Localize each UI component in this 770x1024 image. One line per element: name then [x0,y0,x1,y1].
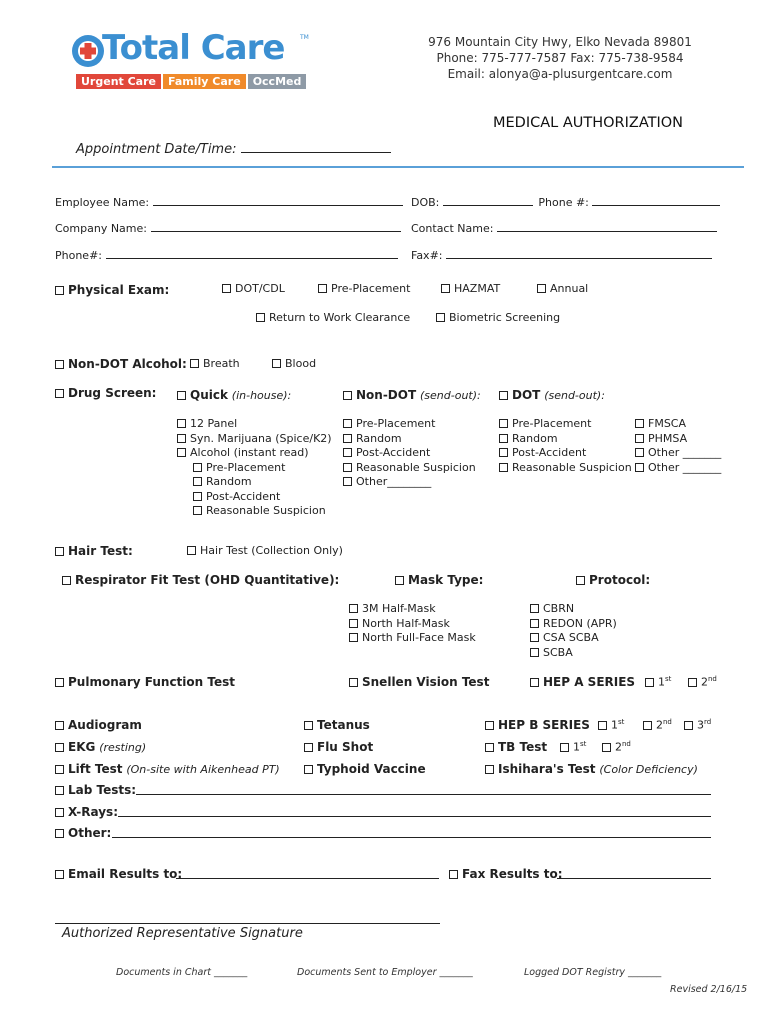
fax-results-field[interactable] [557,878,711,879]
address-block [400,34,720,82]
hair-test-checkbox[interactable] [55,547,64,556]
list-item[interactable]: Random [499,432,632,447]
logo [70,30,320,90]
tag-urgent-care: Urgent Care [76,74,161,89]
list-item[interactable]: Pre-Placement [499,417,632,432]
dob-row [411,194,720,209]
checkbox[interactable] [177,419,186,428]
employee-name-field[interactable] [153,194,403,206]
option-breath[interactable]: Breath [190,357,240,370]
list-item[interactable]: Reasonable Suspicion [193,504,332,519]
checkbox[interactable] [635,463,644,472]
header-divider [52,166,744,168]
list-item[interactable]: North Half-Mask [349,617,476,632]
checkbox[interactable] [537,284,546,293]
phone-fax-line: Phone: 775-777-7587 Fax: 775-738-9584 [436,51,684,65]
list-item[interactable]: CSA SCBA [530,631,617,646]
checkbox[interactable] [343,448,352,457]
tag-family-care: Family Care [163,74,246,89]
phone-number-label: Phone #: [538,196,589,209]
physical-exam-checkbox[interactable] [55,286,64,295]
tag-occmed: OccMed [248,74,307,89]
non-dot-alcohol-row[interactable] [55,357,187,371]
list-item[interactable]: 12 Panel [177,417,332,432]
contact-name-field[interactable] [497,220,717,232]
lab-tests-checkbox[interactable] [55,786,64,795]
protocol-label: Protocol: [589,573,651,587]
respirator-row[interactable] [62,573,339,587]
phone-number-field[interactable] [592,194,720,206]
drug-screen-label: Drug Screen: [68,386,157,400]
fax-row [411,247,712,262]
ishihara-checkbox[interactable] [485,765,494,774]
snellen-checkbox[interactable] [349,678,358,687]
appointment-row [76,141,391,157]
pulmonary-checkbox[interactable] [55,678,64,687]
contact-name-label: Contact Name: [411,222,494,235]
option-dot-cdl[interactable]: DOT/CDL [222,282,285,295]
address-line: 976 Mountain City Hwy, Elko Nevada 89801 [428,35,692,49]
list-item[interactable]: Alcohol (instant read) [177,446,332,461]
checkbox[interactable] [318,284,327,293]
checkbox[interactable] [441,284,450,293]
lift-checkbox[interactable] [55,765,64,774]
checkbox[interactable] [343,477,352,486]
checkbox[interactable] [499,448,508,457]
checkbox[interactable] [349,619,358,628]
checkbox[interactable] [177,391,186,400]
tetanus-row[interactable]: Tetanus [304,718,370,732]
tb-1st[interactable]: 1st [560,740,586,754]
checkbox[interactable] [530,648,539,657]
physical-exam-label: Physical Exam: [68,283,170,297]
fax-results-row[interactable]: Fax Results to: [449,867,563,881]
tetanus-checkbox[interactable] [304,721,313,730]
typhoid-row[interactable]: Typhoid Vaccine [304,762,426,776]
hepa-2nd[interactable]: 2nd [688,675,717,689]
email-line: Email: alonya@a-plusurgentcare.com [447,67,673,81]
checkbox[interactable] [187,546,196,555]
option-pre-placement[interactable]: Pre-Placement [318,282,410,295]
checkbox[interactable] [635,419,644,428]
list-item[interactable]: Post-Accident [193,490,332,505]
checkbox[interactable] [177,434,186,443]
list-item[interactable]: Pre-Placement [343,417,476,432]
ekg-row[interactable]: EKG (resting) [55,740,146,754]
checkbox[interactable] [193,463,202,472]
list-item[interactable]: North Full-Face Mask [349,631,476,646]
hepa-checkbox[interactable] [530,678,539,687]
dot-items [499,417,632,475]
checkbox[interactable] [645,678,654,687]
logo-brand: Total Care [102,28,285,68]
checkbox[interactable] [349,633,358,642]
hair-test-option[interactable]: Hair Test (Collection Only) [187,544,343,557]
flu-checkbox[interactable] [304,743,313,752]
checkbox[interactable] [635,434,644,443]
drug-screen-checkbox[interactable] [55,389,64,398]
checkbox[interactable] [343,463,352,472]
hepa-row[interactable]: HEP A SERIES [530,675,635,689]
option-return-to-work[interactable]: Return to Work Clearance [256,311,410,324]
list-item[interactable]: SCBA [530,646,617,661]
checkbox[interactable] [343,391,352,400]
tb-checkbox[interactable] [485,743,494,752]
checkbox[interactable] [193,506,202,515]
hepa-1st[interactable]: 1st [645,675,671,689]
nondot-option[interactable]: Non-DOT (send-out): [343,388,481,402]
option-annual[interactable]: Annual [537,282,588,295]
list-item[interactable]: Reasonable Suspicion [343,461,476,476]
checkbox[interactable] [343,434,352,443]
mask-items [349,602,476,646]
list-item[interactable]: Post-Accident [343,446,476,461]
hair-test-row[interactable] [55,544,133,558]
dot-agency-items [635,417,721,475]
company-name-field[interactable] [151,220,401,232]
checkbox[interactable] [602,743,611,752]
nondot-items [343,417,476,490]
company-name-row [55,220,401,235]
checkbox[interactable] [499,463,508,472]
email-results-field[interactable] [176,878,439,879]
pulmonary-row[interactable]: Pulmonary Function Test [55,675,235,689]
other-field[interactable] [112,837,711,838]
list-item[interactable]: REDON (APR) [530,617,617,632]
respirator-checkbox[interactable] [62,576,71,585]
checkbox[interactable] [343,419,352,428]
typhoid-checkbox[interactable] [304,765,313,774]
checkbox[interactable] [177,448,186,457]
checkbox[interactable] [560,743,569,752]
fax-label: Fax#: [411,249,443,262]
checkbox[interactable] [193,477,202,486]
list-item[interactable]: Pre-Placement [193,461,332,476]
audiogram-checkbox[interactable] [55,721,64,730]
checkbox[interactable] [684,721,693,730]
checkbox[interactable] [222,284,231,293]
hepb-2nd[interactable]: 2nd [643,718,672,732]
email-results-row[interactable]: Email Results to: [55,867,182,881]
protocol-row[interactable] [576,573,650,587]
fax-field[interactable] [446,247,712,259]
hepb-1st[interactable]: 1st [598,718,624,732]
list-item[interactable]: Post-Accident [499,446,632,461]
checkbox[interactable] [190,359,199,368]
appointment-field[interactable] [241,141,391,153]
tb-row[interactable]: TB Test [485,740,547,754]
quick-option[interactable]: Quick (in-house): [177,388,291,402]
xrays-checkbox[interactable] [55,808,64,817]
dot-option[interactable]: DOT (send-out): [499,388,605,402]
other-row[interactable]: Other: [55,826,111,840]
checkbox[interactable] [643,721,652,730]
ishihara-row[interactable]: Ishihara's Test (Color Deficiency) [485,762,698,776]
checkbox[interactable] [349,604,358,613]
phone-label: Phone#: [55,249,102,262]
lab-tests-row[interactable]: Lab Tests: [55,783,136,797]
signature-line[interactable] [55,923,440,924]
mask-type-row[interactable] [395,573,483,587]
ekg-checkbox[interactable] [55,743,64,752]
page-title: MEDICAL AUTHORIZATION [493,115,684,131]
contact-name-row [411,220,717,235]
logo-tm: TM [300,34,309,41]
list-item[interactable]: FMSCA [635,417,721,432]
signature-label: Authorized Representative Signature [62,926,303,941]
non-dot-alcohol-checkbox[interactable] [55,360,64,369]
option-biometric-screening[interactable]: Biometric Screening [436,311,560,324]
quick-items [177,417,332,519]
checkbox[interactable] [530,619,539,628]
hepb-row[interactable]: HEP B SERIES [485,718,590,732]
protocol-items [530,602,617,660]
email-results-checkbox[interactable] [55,870,64,879]
snellen-row[interactable]: Snellen Vision Test [349,675,489,689]
employee-name-row [55,194,403,209]
checkbox[interactable] [530,604,539,613]
company-name-label: Company Name: [55,222,147,235]
checkbox[interactable] [499,391,508,400]
checkbox[interactable] [688,678,697,687]
phone-row [55,247,398,262]
logo-cross-icon [70,33,106,69]
checkbox[interactable] [436,313,445,322]
list-item[interactable]: Other________ [343,475,476,490]
list-item[interactable]: Other _______ [635,461,721,476]
option-blood[interactable]: Blood [272,357,316,370]
physical-exam-row[interactable] [55,283,169,297]
phone-field[interactable] [106,247,398,259]
checkbox[interactable] [598,721,607,730]
hepb-3rd[interactable]: 3rd [684,718,711,732]
appointment-label: Appointment Date/Time: [76,142,237,157]
checkbox[interactable] [272,359,281,368]
footer-logged-dot: Logged DOT Registry _______ [524,967,662,978]
checkbox[interactable] [256,313,265,322]
footer-documents-sent: Documents Sent to Employer _______ [297,967,473,978]
dob-field[interactable] [443,194,533,206]
employee-name-label: Employee Name: [55,196,150,209]
mask-type-checkbox[interactable] [395,576,404,585]
list-item[interactable]: Random [343,432,476,447]
list-item[interactable]: PHMSA [635,432,721,447]
dob-label: DOB: [411,196,440,209]
checkbox[interactable] [499,434,508,443]
non-dot-alcohol-label: Non-DOT Alcohol: [68,357,187,371]
checkbox[interactable] [635,448,644,457]
list-item[interactable]: Syn. Marijuana (Spice/K2) [177,432,332,447]
tb-2nd[interactable]: 2nd [602,740,631,754]
protocol-checkbox[interactable] [576,576,585,585]
lab-tests-field[interactable] [136,794,711,795]
lift-row[interactable]: Lift Test (On-site with Aikenhead PT) [55,762,280,776]
mask-type-label: Mask Type: [408,573,484,587]
fax-results-checkbox[interactable] [449,870,458,879]
checkbox[interactable] [193,492,202,501]
xrays-row[interactable]: X-Rays: [55,805,118,819]
checkbox[interactable] [530,633,539,642]
drug-screen-row[interactable] [55,386,156,400]
respirator-label: Respirator Fit Test (OHD Quantitative): [75,573,340,587]
hair-test-label: Hair Test: [68,544,133,558]
audiogram-row[interactable]: Audiogram [55,718,142,732]
list-item[interactable]: Reasonable Suspicion [499,461,632,476]
list-item[interactable]: CBRN [530,602,617,617]
footer-documents-in-chart: Documents in Chart _______ [116,967,248,978]
checkbox[interactable] [499,419,508,428]
list-item[interactable]: Other _______ [635,446,721,461]
hepb-checkbox[interactable] [485,721,494,730]
list-item[interactable]: 3M Half-Mask [349,602,476,617]
other-checkbox[interactable] [55,829,64,838]
list-item[interactable]: Random [193,475,332,490]
xrays-field[interactable] [118,816,711,817]
flu-row[interactable]: Flu Shot [304,740,373,754]
footer-revised: Revised 2/16/15 [670,984,748,995]
option-hazmat[interactable]: HAZMAT [441,282,500,295]
